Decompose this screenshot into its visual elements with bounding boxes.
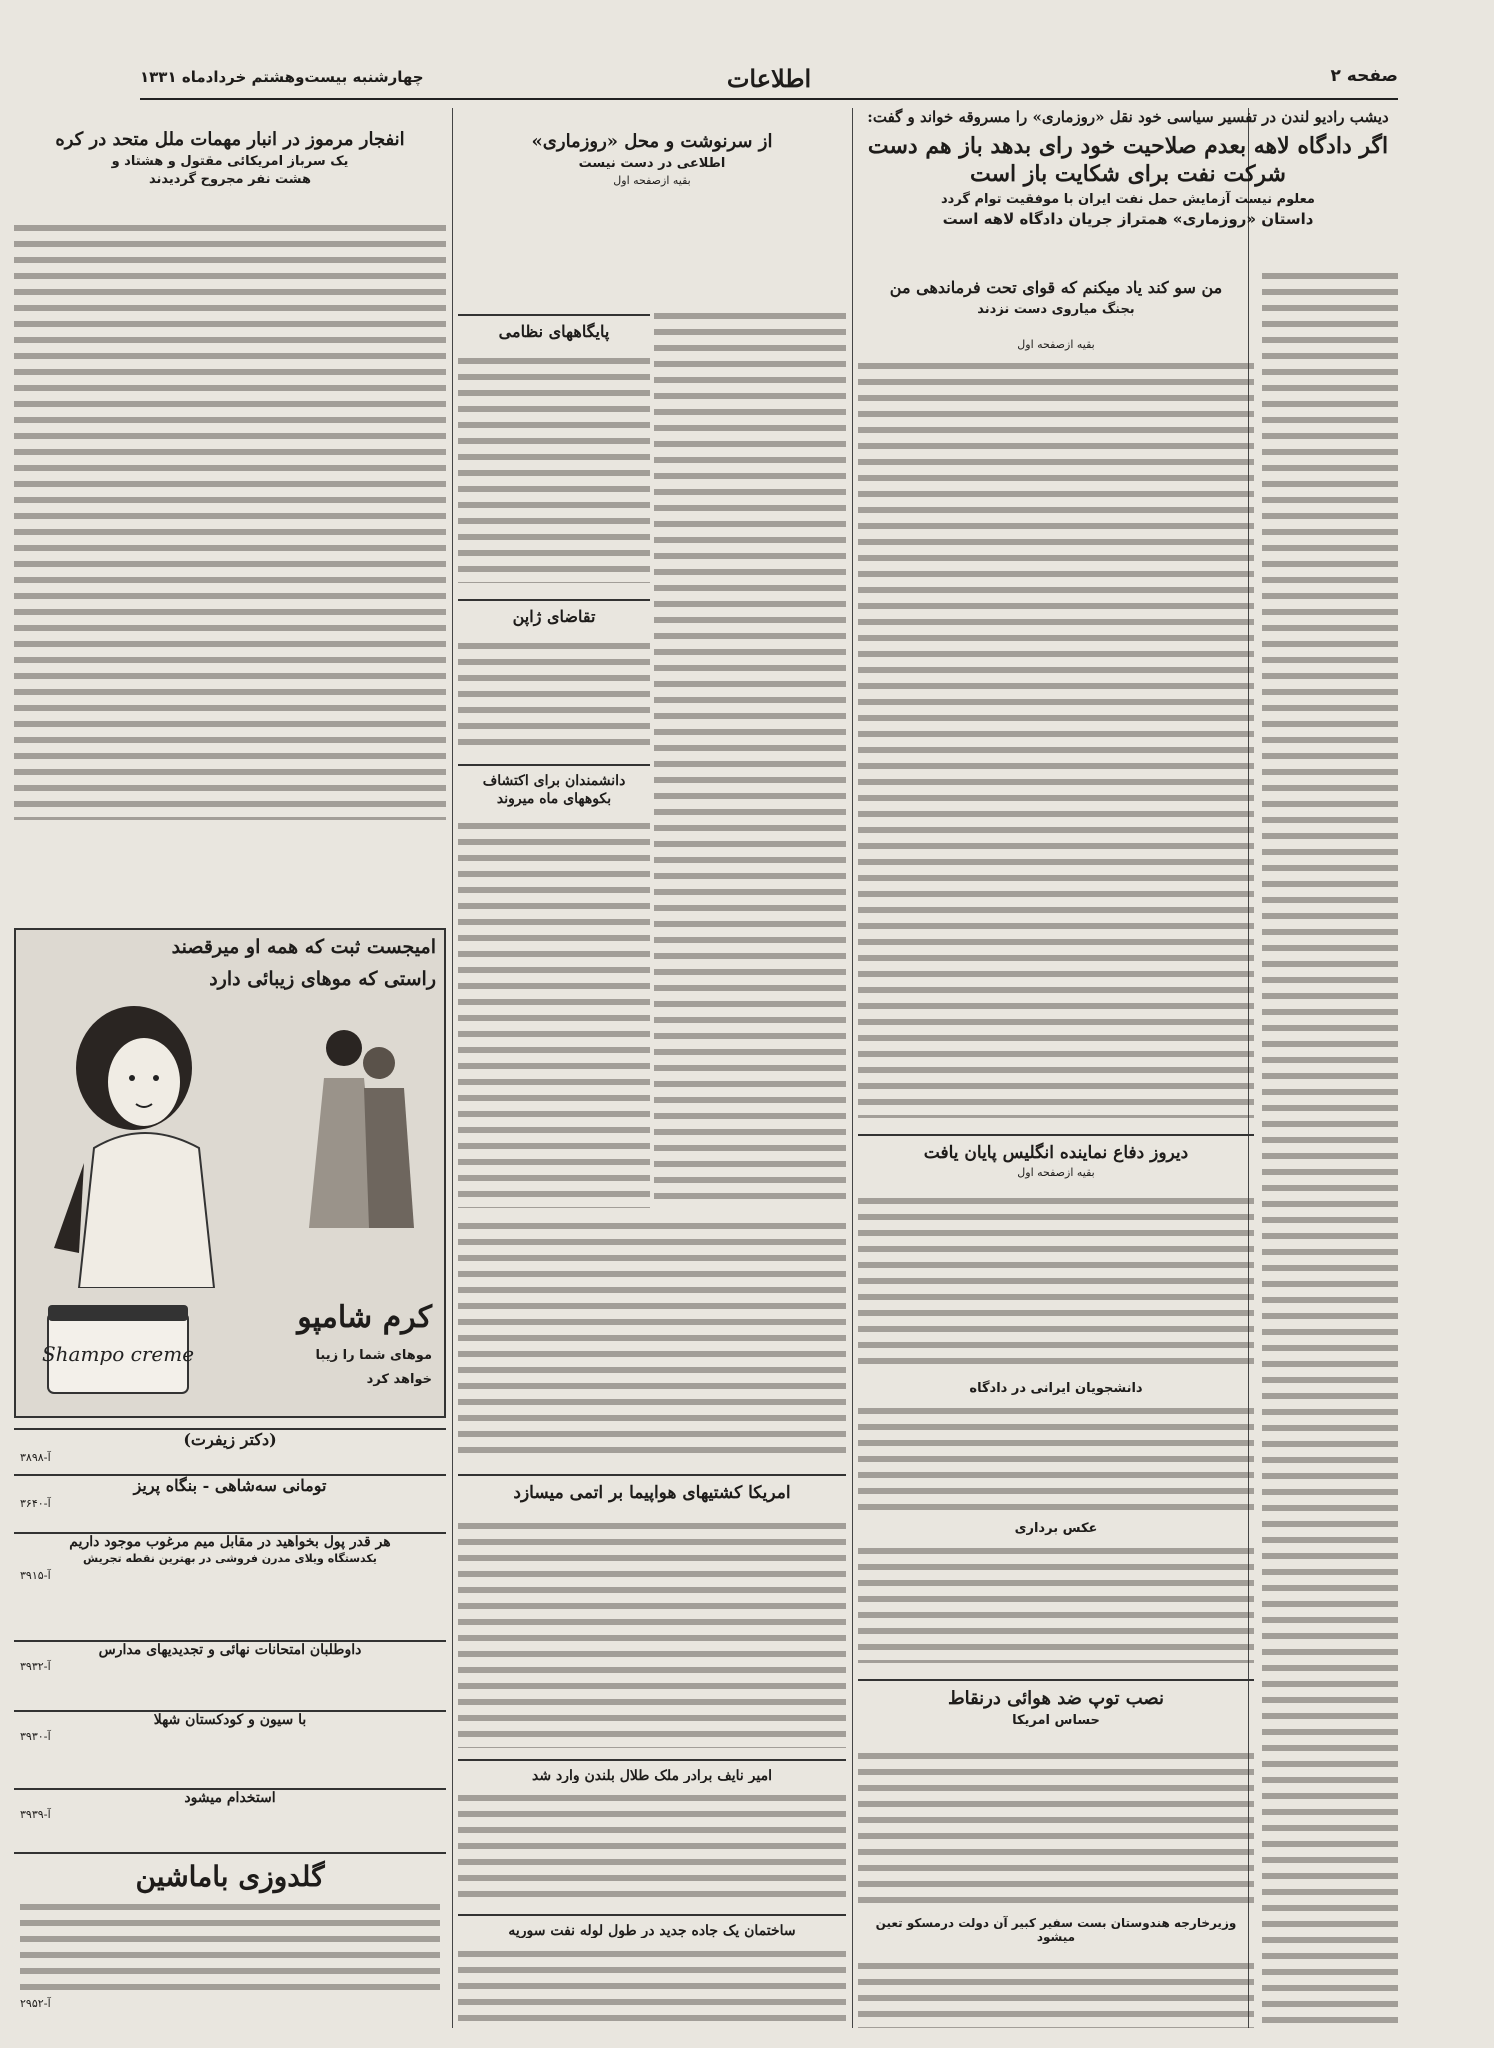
lead-story-body	[1262, 268, 1398, 2028]
story-subheading: اطلاعی در دست نیست	[578, 156, 726, 172]
story-headline: من سو کند یاد میکنم که قوای تحت فرماندهی من	[889, 278, 1223, 297]
ad-code: آ-۳۹۱۵	[20, 1568, 51, 1582]
column-2	[858, 108, 1254, 2028]
column-rule	[852, 108, 853, 2028]
ad-headline: گلدوزی باماشین	[135, 1860, 325, 1893]
woman-illustration	[24, 998, 264, 1288]
masthead	[140, 64, 1398, 100]
ad-text: یکدستگاه ویلای مدرن فروشی در بهترین نقطه تجریش	[83, 1552, 377, 1565]
ad-slogan: راستی که موهای زیبائی دارد	[209, 968, 436, 990]
money-ad	[14, 1532, 446, 1638]
story-subheading: وزیرخارجه هندوستان بست سفیر کبیر آن دولت درمسکو تعین میشود	[875, 1916, 1237, 1944]
lead-kicker: دیشب رادیو لندن در تفسیر سیاسی خود نقل «روزماری» را مسروقه خواند و گفت:	[867, 108, 1389, 126]
embroidery-ad	[14, 1852, 446, 2028]
box-headline: دانشمندان برای اکتشاف بکوههای ماه میروند	[482, 773, 626, 808]
paper-name: اطلاعات	[726, 64, 812, 93]
shampoo-ad	[14, 928, 446, 1418]
box-moon-scientists	[458, 758, 650, 812]
ad-code: آ-۳۹۳۲	[20, 1660, 51, 1673]
story-subheading: دانشجویان ایرانی در دادگاه	[969, 1381, 1143, 1396]
product-jar-illustration	[28, 1293, 208, 1403]
box-headline: پایگاههای نظامی	[498, 322, 610, 341]
story-defense-header	[858, 1128, 1254, 1188]
story-defense-body	[858, 1193, 1254, 1373]
ad-code: آ-۳۶۴۰	[20, 1497, 51, 1510]
body-text-lines	[858, 358, 1254, 1118]
story-oath-body	[858, 358, 1254, 1118]
ad-headline: داوطلبان امتحانات نهائی و تجدیدیهای مدارس	[98, 1642, 362, 1658]
lead-subheading: معلوم نیست آزمایش حمل نفت ایران با موفقیت توام گردد	[941, 191, 1315, 207]
story-headline: انفجار مرموز در انبار مهمات ملل متحد در کره	[55, 129, 405, 150]
ad-tagline: موهای شما را زیبا	[315, 1348, 432, 1363]
box-japan-request	[458, 593, 650, 629]
story-korea-body	[14, 220, 446, 820]
lead-headline: اگر دادگاه لاهه بعدم صلاحیت خود رای بدهد باز هم دست شرکت نفت برای شکایت باز است	[867, 132, 1389, 188]
box-military-bases	[458, 308, 650, 344]
box-headline: تقاضای ژاپن	[512, 607, 596, 626]
story-headline: امریکا کشتیهای هواپیما بر اتمی میسازد	[513, 1483, 791, 1503]
dancers-illustration	[284, 1008, 434, 1238]
story-headline: دیروز دفاع نماینده انگلیس پایان یافت	[923, 1143, 1189, 1163]
ad-headline: هر قدر پول بخواهید در مقابل میم مرغوب موجود داریم	[69, 1534, 391, 1550]
story-rosemary-body	[654, 308, 846, 1208]
story-syria-road-header	[458, 1908, 846, 1938]
story-korea-explosion-header	[14, 128, 446, 218]
product-label: Shampo creme	[41, 1342, 195, 1366]
ad-code: آ-۳۹۳۰	[20, 1730, 51, 1743]
ad-slogan: امیجست ثبت که همه او میرقصند	[171, 936, 436, 958]
story-subheading: هشت نفر مجروح گردیدند	[149, 172, 311, 188]
story-headline: ساختمان یک جاده جدید در طول لوله نفت سوریه	[508, 1923, 796, 1938]
story-subheading: عکس برداری	[1014, 1521, 1098, 1536]
ad-headline: (دکتر زیفرت)	[183, 1430, 277, 1449]
continued-label: بقیه ازصفحه اول	[1017, 338, 1095, 351]
story-headline: از سرنوشت و محل «روزماری»	[531, 131, 773, 152]
story-headline: نصب توپ ضد هوائی درنقاط	[947, 1688, 1165, 1709]
ad-code: آ-۲۹۵۲	[20, 1997, 51, 2010]
ad-headline: تومانی سه‌شاهی - بنگاه پریز	[133, 1476, 327, 1495]
continued-label: بقیه ازصفحه اول	[1017, 1166, 1095, 1180]
date-line: چهارشنبه بیست‌وهشتم خردادماه ۱۳۳۱	[140, 68, 424, 86]
story-oath-header	[858, 278, 1254, 318]
column-rule	[452, 108, 453, 2028]
page-number: صفحه ۲	[1330, 66, 1398, 86]
lead-subheading: داستان «روزماری» همتراز جریان دادگاه لاهه است	[942, 209, 1314, 228]
sewing-ad	[14, 1474, 446, 1530]
ad-product-name: کرم شامپو	[297, 1300, 432, 1335]
body-text-lines	[1262, 268, 1398, 2028]
hiring-ad	[14, 1788, 446, 1850]
ad-code: آ-۳۸۹۸	[20, 1451, 51, 1464]
doctor-ad	[14, 1428, 446, 1472]
story-subheading: حساس امریکا	[1012, 1713, 1100, 1729]
story-rosemary-header	[458, 130, 846, 210]
ad-code: آ-۳۹۳۹	[20, 1808, 51, 1821]
continued-label: بقیه ازصفحه اول	[613, 174, 691, 188]
story-carriers-header	[458, 1468, 846, 1508]
story-subheading: بجنگ میاروی دست نزدند	[977, 301, 1135, 317]
story-subheading: یک سرباز امریکائی مقتول و هشتاد و	[111, 154, 349, 170]
story-prince-naif-header	[458, 1753, 846, 1783]
ad-headline: با سیون و کودکستان شهلا	[153, 1712, 307, 1728]
story-headline: امیر نایف برادر ملک طلال بلندن وارد شد	[532, 1768, 772, 1783]
column-3	[458, 108, 846, 2028]
kindergarten-ad	[14, 1710, 446, 1786]
ad-headline: استخدام میشود	[184, 1790, 276, 1806]
school-ad	[14, 1640, 446, 1708]
ad-tagline: خواهد کرد	[366, 1372, 432, 1387]
column-left	[14, 108, 446, 2028]
story-aa-guns-header	[858, 1673, 1254, 1743]
story-rosemary-continued	[458, 1218, 846, 1458]
